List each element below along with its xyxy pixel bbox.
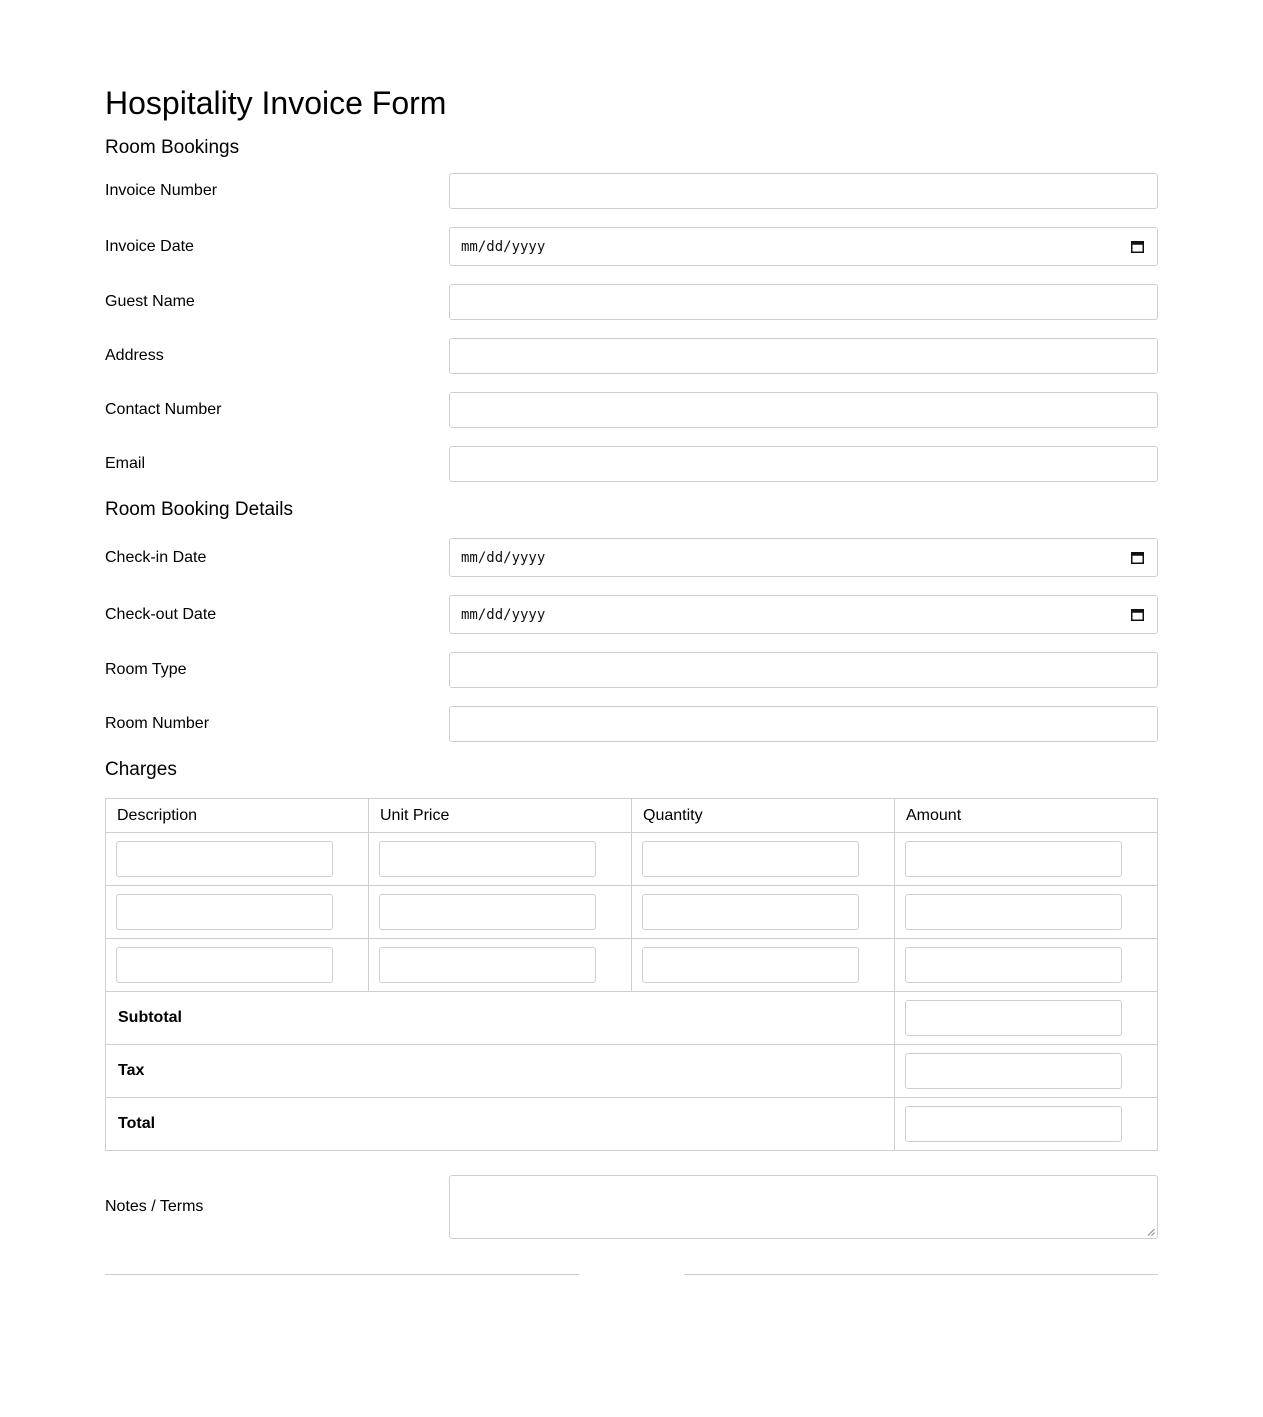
subtotal-label: Subtotal [106,992,895,1045]
form-row-invoice-date [105,227,1158,266]
room-type-label: Room Type [105,661,187,678]
check-out-date-input[interactable] [449,595,1158,634]
total-label: Total [106,1098,895,1151]
calendar-icon[interactable] [1131,551,1144,564]
guest-name-label: Guest Name [105,293,195,310]
subtotal-input[interactable] [905,1000,1122,1036]
description-input[interactable] [116,947,333,983]
section-heading-room-booking-details: Room Booking Details [105,499,293,520]
form-row-guest-name [105,284,1158,320]
unit-price-input[interactable] [379,947,596,983]
address-label: Address [105,347,164,364]
form-row-invoice-number [105,173,1158,209]
guest-name-input[interactable] [449,284,1158,320]
column-header-amount: Amount [895,799,1158,833]
form-row-address [105,338,1158,374]
room-number-input[interactable] [449,706,1158,742]
form-row-check-in-date [105,538,1158,577]
room-type-input[interactable] [449,652,1158,688]
invoice-number-label: Invoice Number [105,182,218,199]
tax-row [106,1045,1158,1098]
notes-label: Notes / Terms [105,1198,204,1215]
amount-input[interactable] [905,894,1122,930]
section-heading-charges: Charges [105,759,177,780]
description-input[interactable] [116,841,333,877]
invoice-form [105,80,1158,1239]
notes-textarea[interactable] [449,1175,1158,1239]
signature-line-left [105,1274,579,1275]
subtotal-row [106,992,1158,1045]
invoice-date-placeholder: mm/dd/yyyy [461,238,546,255]
quantity-input[interactable] [642,894,859,930]
total-row [106,1098,1158,1151]
column-header-unit-price: Unit Price [369,799,632,833]
unit-price-input[interactable] [379,841,596,877]
total-input[interactable] [905,1106,1122,1142]
description-input[interactable] [116,894,333,930]
signature-line-right [684,1274,1158,1275]
tax-input[interactable] [905,1053,1122,1089]
email-label: Email [105,455,146,472]
check-out-date-placeholder: mm/dd/yyyy [461,606,546,623]
amount-input[interactable] [905,841,1122,877]
amount-input[interactable] [905,947,1122,983]
table-row [106,886,1158,939]
contact-number-input[interactable] [449,392,1158,428]
contact-number-label: Contact Number [105,401,222,418]
form-row-room-type [105,652,1158,688]
column-header-description: Description [106,799,369,833]
form-row-check-out-date [105,595,1158,634]
check-in-date-input[interactable] [449,538,1158,577]
tax-label: Tax [106,1045,895,1098]
calendar-icon[interactable] [1131,240,1144,253]
form-row-notes [105,1175,1158,1239]
invoice-number-input[interactable] [449,173,1158,209]
invoice-date-label: Invoice Date [105,237,194,255]
room-number-label: Room Number [105,715,210,732]
unit-price-input[interactable] [379,894,596,930]
page-title: Hospitality Invoice Form [105,85,447,121]
form-row-contact-number [105,392,1158,428]
section-heading-room-bookings: Room Bookings [105,137,240,158]
invoice-date-input[interactable] [449,227,1158,266]
address-input[interactable] [449,338,1158,374]
check-in-date-label: Check-in Date [105,548,207,566]
resize-grip-icon[interactable] [1147,1228,1155,1236]
check-in-date-placeholder: mm/dd/yyyy [461,549,546,566]
form-row-email [105,446,1158,482]
check-out-date-label: Check-out Date [105,605,217,623]
form-row-room-number [105,706,1158,742]
email-input[interactable] [449,446,1158,482]
column-header-quantity: Quantity [632,799,895,833]
charges-header-row [106,799,1158,833]
table-row [106,833,1158,886]
table-row [106,939,1158,992]
charges-table [105,798,1158,1151]
calendar-icon[interactable] [1131,608,1144,621]
quantity-input[interactable] [642,841,859,877]
quantity-input[interactable] [642,947,859,983]
